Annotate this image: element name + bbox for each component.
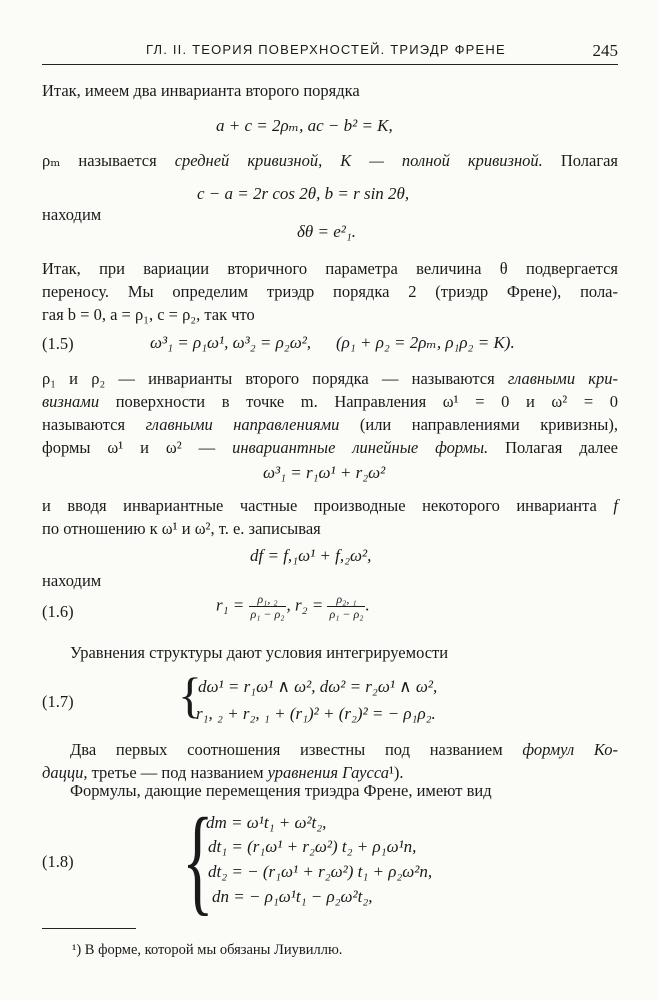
equation-invariants: a + c = 2ρₘ, ac − b² = K, [216, 116, 393, 135]
paragraph-line: находим [42, 571, 102, 590]
equation-1-8-line4: dn = − ρ₁ω¹t₁ − ρ₂ω²t₂, [212, 887, 373, 906]
equation-1-8-line1: dm = ω¹t₁ + ω²t₂, [206, 813, 327, 832]
footnote: ¹) В форме, которой мы обязаны Лиувиллю. [72, 942, 343, 958]
paragraph-line: ρ₁ и ρ₂ — инварианты второго порядка — называются главными кри- [42, 369, 618, 388]
chapter-title: ГЛ. II. ТЕОРИЯ ПОВЕРХНОСТЕЙ. ТРИЭДР ФРЕНЕ [146, 42, 506, 57]
running-header [42, 36, 618, 65]
paragraph-line: Формулы, дающие перемещения триэдра Френе, имеют вид [70, 781, 492, 800]
equation-substitution: c − a = 2r cos 2θ, b = r sin 2θ, [197, 184, 410, 203]
paragraph-line: по отношению к ω¹ и ω², т. е. записывая [42, 519, 321, 538]
page-number: 245 [592, 41, 618, 60]
equation-1-5-main: ω³₁ = ρ₁ω¹, ω³₂ = ρ₂ω², [150, 333, 312, 352]
paragraph-line: Итак, имеем два инварианта второго порядка [42, 81, 360, 100]
equation-1-7-line2: r₁, ₂ + r₂, ₁ + (r₁)² + (r₂)² = − ρ₁ρ₂. [196, 704, 436, 723]
paragraph-line: Два первых соотношения известны под названием формул Ко- [70, 740, 618, 759]
equation-number: (1.5) [42, 334, 74, 353]
paragraph-line: визнами поверхности в точке m. Направления ω¹ = 0 и ω² = 0 [42, 392, 618, 411]
equation-number: (1.6) [42, 602, 74, 621]
equation-differential: df = f,₁ω¹ + f,₂ω², [250, 546, 372, 565]
paragraph-line: гая b = 0, a = ρ₁, c = ρ₂, так что [42, 305, 255, 324]
equation-1-8-line2: dt₁ = (r₁ω¹ + r₂ω²) t₂ + ρ₁ω¹n, [208, 837, 417, 856]
equation-delta-theta: δθ = e²₁. [297, 222, 357, 241]
equation-omega-decomposition: ω³₁ = r₁ω¹ + r₂ω² [263, 463, 386, 482]
equation-1-5-side: (ρ₁ + ρ₂ = 2ρₘ, ρ₁ρ₂ = K). [336, 333, 515, 352]
equation-1-6: r₁ = $\frac{\text{ρ₁, ₂}}{\text{ρ₁ − ρ₂}}$ , r₂ = $\frac{\text{ρ₂, ₁}}{\text{ρ₁ − ρ₂}}$ . [216, 592, 370, 621]
fraction-r1: $\frac{\text{ρ₁, ₂}}{\text{ρ₁ − ρ₂}}$ [250, 592, 285, 621]
paragraph-line: формы ω¹ и ω² — инвариантные линейные формы. Полагая далее [42, 438, 618, 457]
fraction-r2: $\frac{\text{ρ₂, ₁}}{\text{ρ₁ − ρ₂}}$ [329, 592, 364, 621]
paragraph-line: и вводя инвариантные частные производные некоторого инварианта f [42, 496, 618, 515]
footnote-divider [42, 928, 136, 929]
paragraph-line: находим [42, 205, 102, 224]
equation-number: (1.8) [42, 852, 74, 871]
equation-number: (1.7) [42, 692, 74, 711]
paragraph-line: Итак, при вариации вторичного параметра величина θ подвергается [42, 259, 618, 278]
paragraph-line: ρₘ называется средней кривизной, K — полной кривизной. Полагая [42, 151, 619, 170]
paragraph-line: даццu, третье — под названием уравнения Гаусса¹). [42, 763, 404, 782]
paragraph-line: Уравнения структуры дают условия интегрируемости [70, 643, 449, 662]
equation-1-8-line3: dt₂ = − (r₁ω¹ + r₂ω²) t₁ + ρ₂ω²n, [208, 862, 433, 881]
brace-icon: { [182, 793, 214, 926]
paragraph-line: переносу. Мы определим триэдр порядка 2 (триэдр Френе), пола- [42, 282, 618, 301]
brace-icon: { [178, 667, 202, 723]
paragraph-line: называются главными направлениями (или направлениями кривизны), [42, 415, 618, 434]
equation-1-7-line1: dω¹ = r₁ω¹ ∧ ω², dω² = r₂ω¹ ∧ ω², [198, 677, 438, 696]
